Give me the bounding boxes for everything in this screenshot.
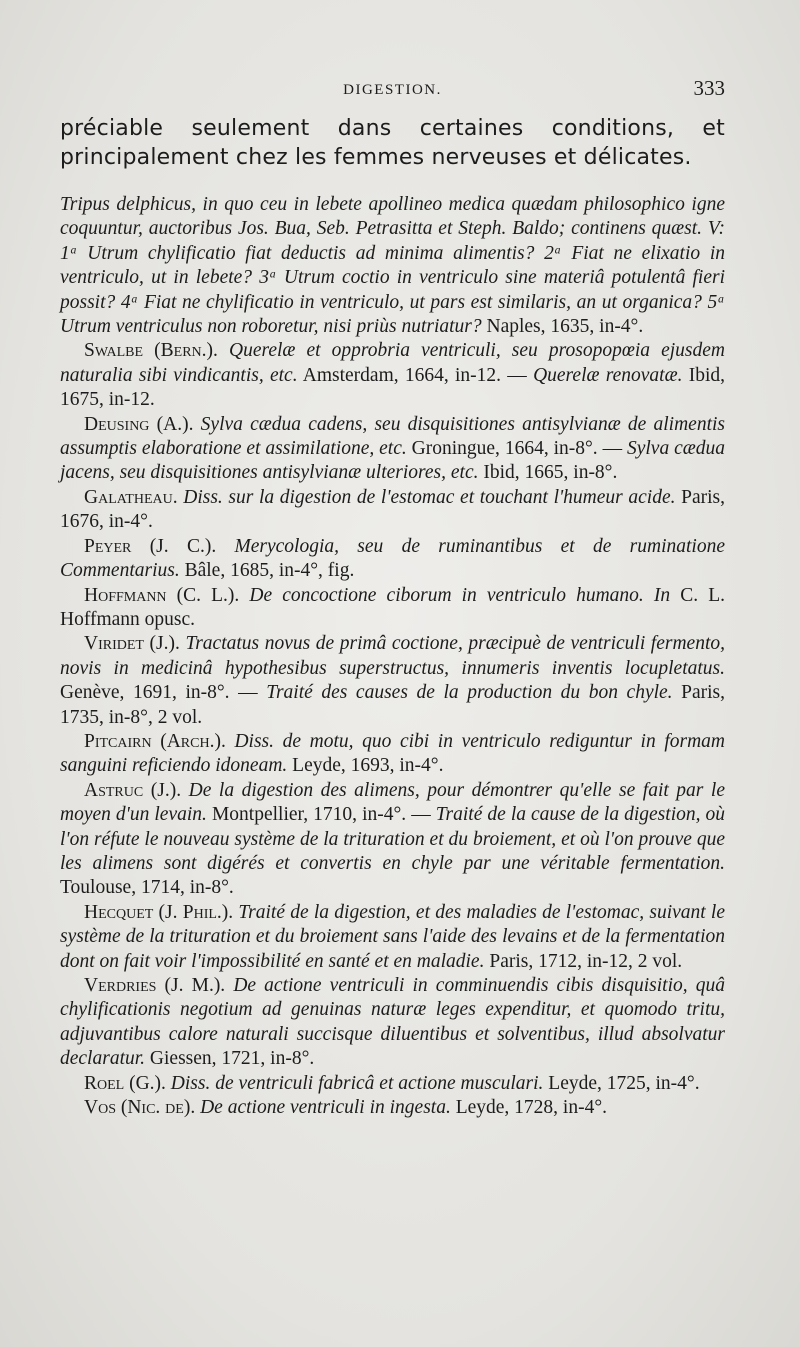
entry-title: Traité de la digestion, et des maladies de l'estomac, suivant le système de la trituration et du broiement sans l'aide des levains et de la fermentation dont on fait voir l'impossibilité en santé et en maladie. <box>60 901 725 972</box>
entry-imprint: Amsterdam, 1664, in-12. — <box>302 364 527 386</box>
entry-title-2: Sylva cædua jacens, seu disquisitiones antisylvianæ ulteriores, etc. <box>60 438 726 484</box>
entry-imprint: Leyde, 1728, in-4°. <box>455 1097 608 1119</box>
running-head: DIGESTION. <box>343 82 442 98</box>
entry-imprint: Bâle, 1685, in-4°, fig. <box>184 560 355 582</box>
bibliography-entry <box>60 413 725 486</box>
entry-title: Querelæ et opprobria ventriculi, seu prosopopœia ejusdem naturalia sibi vindicantis, etc. <box>60 340 725 386</box>
bibliography-entry <box>60 730 725 779</box>
entry-imprint: Naples, 1635, in-4°. <box>486 316 644 338</box>
entry-imprint-2: Paris, 1735, in-8°, 2 vol. <box>60 682 726 728</box>
entry-title: De la digestion des alimens, pour démontrer qu'elle se fait par le moyen d'un levain. <box>60 779 726 826</box>
entry-author: Hoffmann (C. L.). <box>84 584 240 606</box>
intro-paragraph: préciable seulement dans certaines conditions, et principalement chez les femmes nerveuses et délicates. <box>60 116 725 170</box>
page-body <box>60 114 725 1120</box>
entry-imprint-2: Ibid, 1665, in-8°. <box>483 462 618 484</box>
entry-title: Tripus delphicus, in quo ceu in lebete apollineo medica quædam philosophico igne coquuntur, auctoribus Jos. Bua, Seb. Petrasitta et Steph. Baldo; continens quæst. V: 1ᵃ Utrum chylificatio fiat deductis ad minima alimentis? 2ᵃ Fiat ne elixatio in ventriculo, ut in lebete? 3ᵃ Utrum coctio in ventriculo sine materiâ potulentâ fieri possit? 4ᵃ Fiat ne chylificatio in ventriculo, ut pars est similaris, an ut organica? 5ᵃ Utrum ventriculus non roboretur, nisi priùs nutriatur? <box>60 194 725 338</box>
bibliography-entry <box>60 779 725 901</box>
entry-author: Deusing (A.). <box>84 413 194 435</box>
entry-author: Verdries (J. M.). <box>84 975 226 996</box>
entry-imprint: Giessen, 1721, in-8°. <box>149 1048 315 1070</box>
entry-author: Swalbe (Bern.). <box>84 340 218 362</box>
entry-imprint: C. L. Hoffmann opusc. <box>60 584 726 630</box>
entry-author: Peyer (J. C.). <box>84 535 217 557</box>
entry-title: Merycologia, seu de ruminantibus et de ruminatione Commentarius. <box>60 535 725 582</box>
bibliography-entry <box>60 632 725 730</box>
entry-imprint: Genève, 1691, in-8°. — <box>60 682 258 704</box>
entry-title: De actione ventriculi in comminuendis cibis disquisitio, quâ chylificationis negotium ad genuinas naturæ leges expenditur, et quomodo tritu, adjuvantibus calore naturali succisque diluentibus et solventibus, illud absolvatur declaratur. <box>60 975 725 1070</box>
entry-imprint: Groningue, 1664, in-8°. — <box>411 438 623 460</box>
entry-author: Astruc (J.). <box>84 779 182 801</box>
entry-title-2: Traité des causes de la production du bon chyle. <box>266 682 673 704</box>
entry-author: Pitcairn (Arch.). <box>84 730 226 752</box>
bibliography-entry <box>60 1096 725 1120</box>
entry-title-2: Querelæ renovatæ. <box>533 364 683 386</box>
entry-title: Diss. sur la digestion de l'estomac et touchant l'humeur acide. <box>183 486 676 508</box>
bibliography-entry <box>60 339 725 412</box>
entry-title: De actione ventriculi in ingesta. <box>200 1097 451 1119</box>
bibliography-entry <box>60 901 725 974</box>
entry-author: Roel (G.). <box>84 1072 166 1094</box>
entry-imprint-2: Ibid, 1675, in-12. <box>60 364 726 411</box>
page-number: 333 <box>693 76 725 100</box>
bibliography-entry <box>60 486 725 535</box>
bibliography-entry <box>60 1072 725 1096</box>
entry-imprint: Leyde, 1693, in-4°. <box>292 755 444 777</box>
page-header <box>60 74 725 104</box>
entry-title: Tractatus novus de primâ coctione, præcipuè de ventriculi fermento, novis in medicinâ hypothesibus superstructus, innumeris inventis locupletatus. <box>60 633 725 679</box>
entry-author: Viridet (J.). <box>84 633 180 655</box>
bibliography-entry <box>60 584 725 633</box>
bibliography-entry <box>60 193 725 339</box>
entry-imprint-2: Toulouse, 1714, in-8°. <box>60 877 234 899</box>
entry-title: De concoctione ciborum in ventriculo humano. In <box>249 584 671 606</box>
entry-title: Diss. de ventriculi fabricâ et actione musculari. <box>170 1072 544 1094</box>
entry-author: Vos (Nic. de). <box>84 1097 196 1119</box>
entry-title: Sylva cædua cadens, seu disquisitiones antisylvianæ de alimentis assumptis elaboratione et assimilatione, etc. <box>60 413 726 460</box>
entry-title: Diss. de motu, quo cibi in ventriculo rediguntur in formam sanguini reficiendo idoneam. <box>60 730 725 777</box>
entry-author: Hecquet (J. Phil.). <box>84 901 234 923</box>
entry-imprint: Paris, 1712, in-12, 2 vol. <box>489 950 683 972</box>
entry-imprint: Montpellier, 1710, in-4°. — <box>211 804 431 826</box>
entry-author: Galatheau. <box>84 486 178 508</box>
bibliography-entry <box>60 535 725 584</box>
entry-title-2: Traité de la cause de la digestion, où l'on réfute le nouveau système de la trituration et du broiement, et où l'on prouve que les alimens sont digérés et convertis en chyle par une véritable fermentation. <box>60 804 726 874</box>
entry-imprint: Paris, 1676, in-4°. <box>60 486 725 533</box>
entry-imprint: Leyde, 1725, in-4°. <box>548 1072 700 1094</box>
bibliography-entry <box>60 974 725 1072</box>
